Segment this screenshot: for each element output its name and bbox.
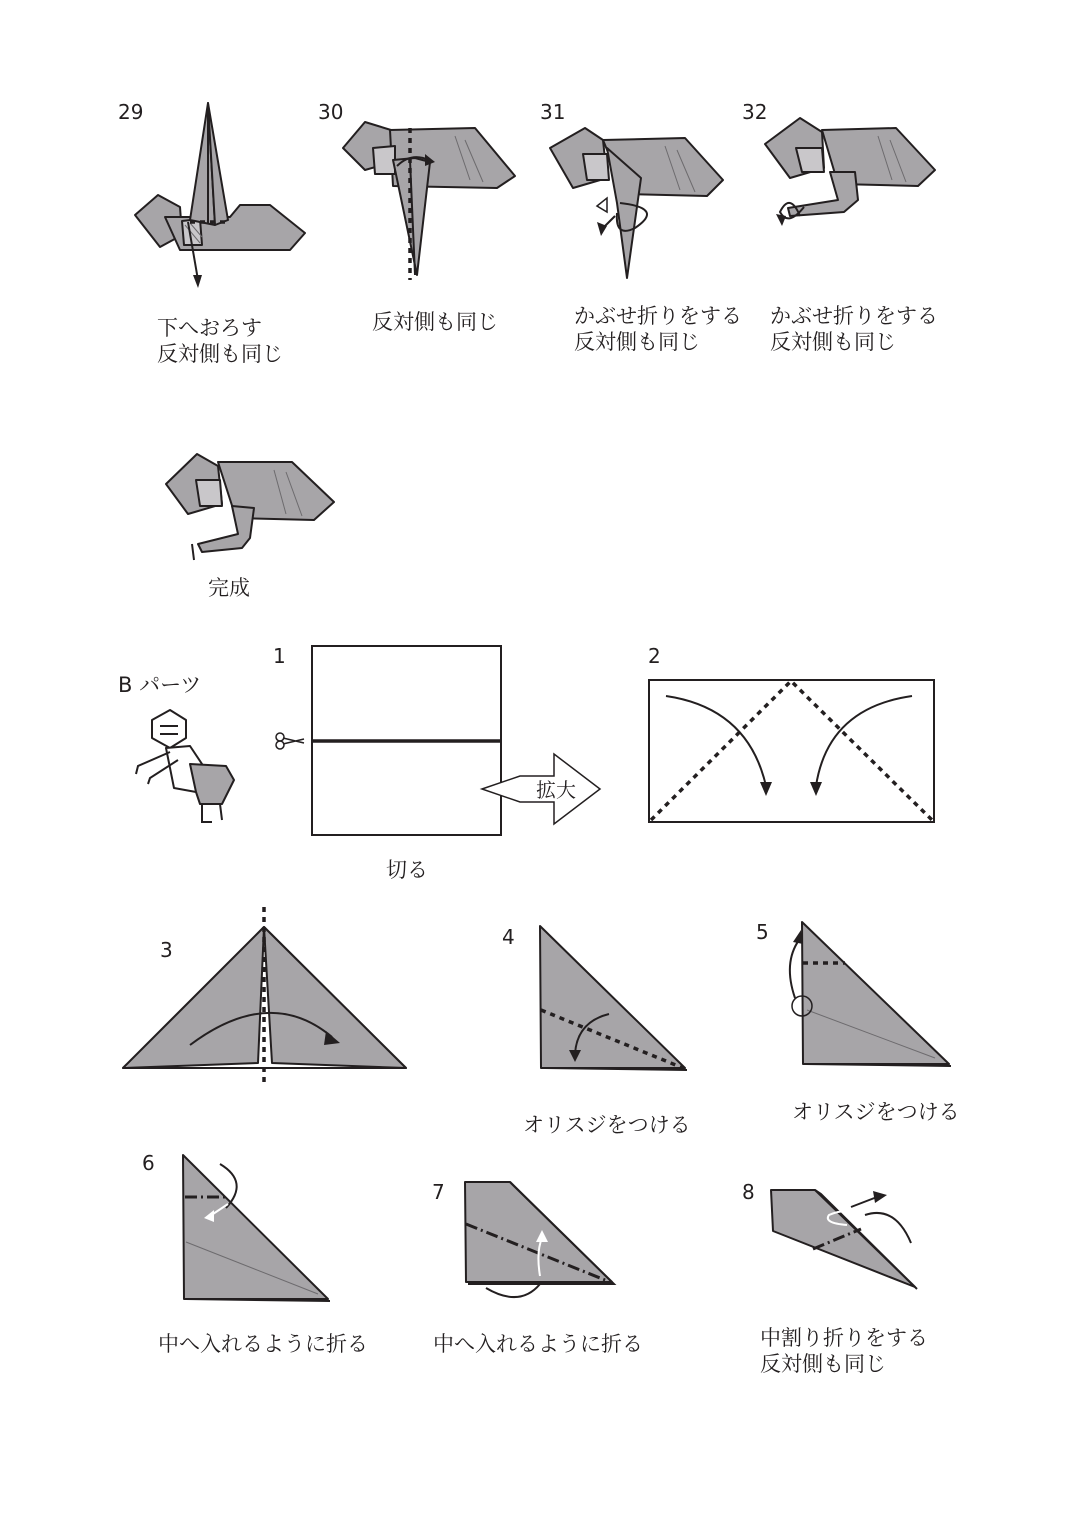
step-b4-diagram [535,922,695,1074]
step-30-number: 30 [318,100,344,124]
step-31-caption-line: かぶせ折りをする [574,304,742,328]
step-31-number: 31 [540,100,566,124]
part-b-preview [130,708,240,826]
finished-caption: 完成 [208,576,250,600]
step-b4-number: 4 [502,925,515,949]
step-29-caption [157,315,283,367]
scissors-icon [276,733,304,749]
step-31-diagram [545,118,735,288]
step-b8-caption [760,1325,928,1377]
step-b8-number: 8 [742,1180,755,1204]
step-32-diagram [760,112,950,242]
step-b1-number: 1 [273,644,286,668]
step-b4-caption: オリスジをつける [523,1113,691,1137]
step-31-caption-line: 反対側も同じ [574,330,700,354]
step-b1-caption: 切る [386,858,428,882]
step-32-number: 32 [742,100,768,124]
step-b5-diagram [785,918,955,1070]
step-b6-caption: 中へ入れるように折る [158,1332,368,1356]
step-b3-diagram [120,905,412,1090]
step-b2-number: 2 [648,644,661,668]
step-b6-diagram [180,1152,340,1307]
step-30-caption [372,309,498,335]
step-29-caption-line: 反対側も同じ [157,342,283,366]
step-b2-diagram [648,678,938,826]
step-30-caption-line: 反対側も同じ [372,310,498,334]
enlarge-label: 拡大 [536,778,576,802]
step-31-caption [574,303,742,355]
step-b6-number: 6 [142,1151,155,1175]
step-29-number: 29 [118,100,144,124]
step-32-caption [770,303,938,355]
step-32-caption-line: 反対側も同じ [770,330,896,354]
step-b5-caption: オリスジをつける [792,1100,960,1124]
finished-diagram [162,448,342,563]
step-b5-number: 5 [756,920,769,944]
step-29-diagram [120,95,320,295]
part-b-label: B パーツ [118,673,202,697]
step-b8-diagram [765,1185,925,1295]
step-32-caption-line: かぶせ折りをする [770,304,938,328]
step-b3-number: 3 [160,938,173,962]
step-30-diagram [335,100,525,290]
step-b1-diagram [270,645,510,837]
step-b8-caption-line: 中割り折りをする [760,1326,928,1350]
step-b8-caption-line: 反対側も同じ [760,1352,886,1376]
step-b7-diagram [460,1180,620,1305]
step-b7-caption: 中へ入れるように折る [433,1332,643,1356]
step-29-caption-line: 下へおろす [157,316,262,340]
step-b7-number: 7 [432,1180,445,1204]
